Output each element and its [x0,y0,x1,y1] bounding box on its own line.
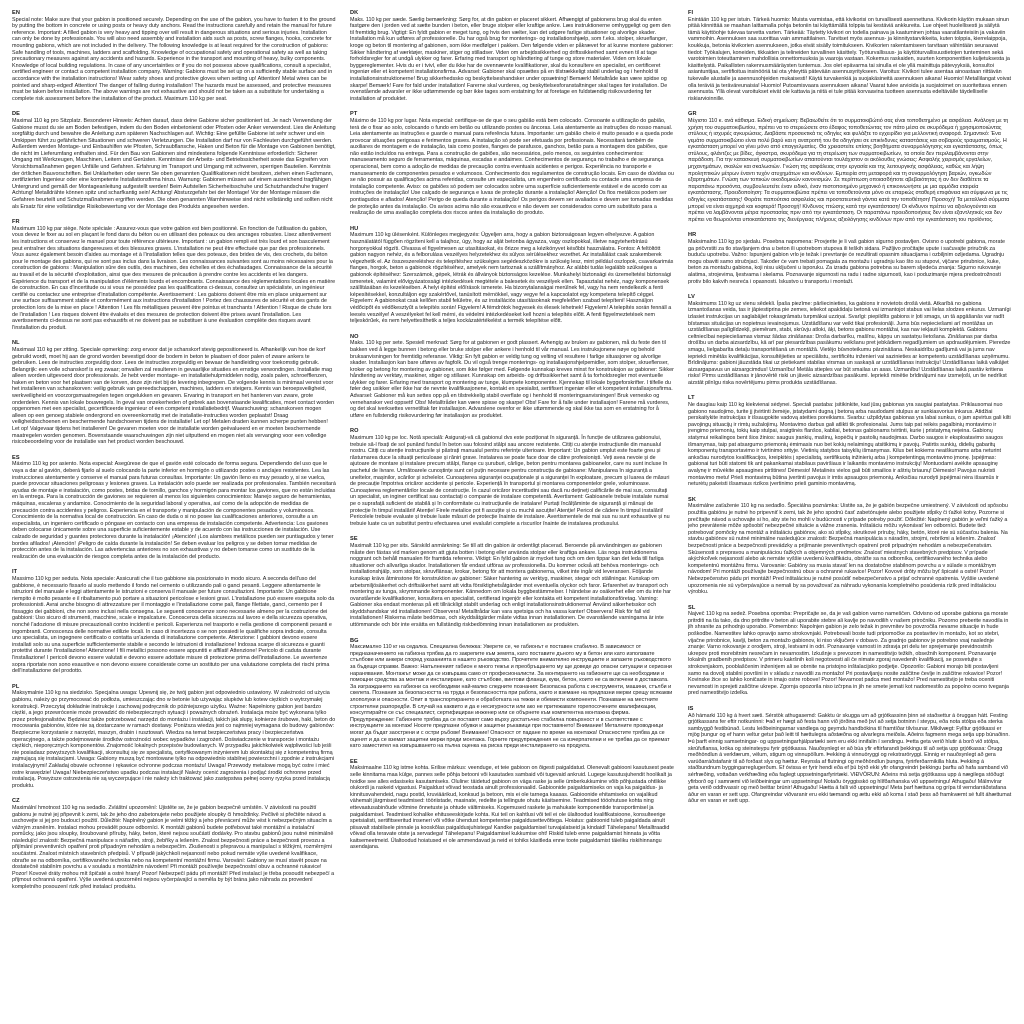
language-section [12,798,336,890]
safety-notice-text: Maksimalno 110 kg po sjedalu. Posebna napomena: Provjerite je li vaš gabion sigurno postavljen. Ovisno o upotrebi gabiona, morate ga pričvrstiti za tlo stavljanjem dna u beton ili upotrebom stupova ili teških sidara. Pažljivo pročitajte upute i sačuvajte priručnik za buduću upotrebu. Važno: Ispunjeni gabion vrlo je težak i prevrtanje će rezultirati opasnim situacijama i ozbiljnim ozljedama. Ugradnju mogu obaviti samo stručnjaci. Također će vam trebati pomagala za montažu i ugradnju kao što su stupovi, vijčane prirubnice, kuke, beton za montažu gabiona, koji nisu uključeni u isporuku. Za izradu gabiona potrebna su barem sljedeća znanja: Sigurno rukovanje alatima, strojevima, ljestvama i skelama. Poznavanje sigurnosti na radu i radne sigurnosti, kao i poduzimanje mjera predostrožnosti protiv bilo kakvih nesreća i opasnosti. Iskustvo u transportu i montaži. [688,239,1005,285]
language-section [688,706,1012,805]
column-right [688,10,1012,1018]
column-left [12,10,336,1018]
language-code: BG [350,637,359,644]
language-section [350,10,674,102]
language-section [12,340,336,446]
safety-notice-text: Maksymalnie 110 kg na siedzisko. Specjalna uwaga: Upewnij się, że twój gabion jest odpowiednio ustawiony. W zależności od użycia gabionu, należy go przymocować do podłoża, umieszczając dno w betonie lub używając słupków lub kotew ciężkich o wytrzymałej konstrukcji. Przeczytaj dokładnie instrukcje i zachowaj podręcznik do późniejszego użytku. Ważne: Napełniony gabion jest bardzo ciężki, a jego przewrócenie może prowadzić do niebezpiecznych sytuacji i poważnych obrażeń. Instalacja może być wykonana tylko przez profesjonalistów. Będziesz także potrzebować narzędzi do montażu i instalacji, takich jak słupy, kołnierze śrubowe, haki, beton do mocowania gabionów, które nie są dostarczane w ramach dostawy. Poniższa wiedza jest co najmniej wymagana do budowy gabionów: Bezpieczne korzystanie z narzędzi, maszyn, drabin i rusztowań. Wiedza na temat bezpieczeństwa pracy i bezpieczeństwa operacyjnego, a także podejmowanie środków ostrożności wobec wypadków i zagrożeń. Doświadczenie w transporcie i montażu ciężkich, nieporęcznych komponentów. Znajomość lokalnych przepisów budowlanych. W przypadku jakichkolwiek wątpliwości lub jeśli nie posiadasz powyższych kwalifikacji, skonsultuj się ze specjalistą, certyfikowanym inżynierem lub skontaktuj się z kompetentną firmą zajmującą się instalacjami. Uwaga: Gabiony muszą być montowane tylko na odpowiednio stabilnej powierzchni i zgodnie z instrukcjami instalacyjnymi! Zakładaj obuwie ochronne i rękawice ochronne podczas montażu! Uwaga! Przewody metalowe mogą być ostre i mieć ostre krawędzie! Uwaga! Niebezpieczeństwo upadku podczas instalacji! Należy ocenić zagrożenia i podjąć środki ochronne przed instalacją. Powyższe ostrzeżenia nie są wyczerpujące i nie należy ich traktować jako zastępstwa pełnej oceny ryzyka przed instalacją produktu. [12,690,336,789]
language-code: SK [688,496,696,503]
language-section [688,605,1012,697]
language-section [12,219,336,331]
language-code: LV [688,294,695,301]
language-code: DK [350,10,359,16]
safety-notice-text: Að hámarki 110 kg á hvert sæti. Sérstök athugasemd: Gakktu úr skugga um að grjótkassinn þinn sé staðsettur á öruggan hátt. Festing grjótkassans fer eftir notkuninni: Það er hægt að festa hann við jörðina með því að setja botninn í steypu, eða nota stólpa eða sterka sambyggð festibúnað. Lestu leiðbeiningarnar vandlega og geymdu handbókina til framtíðar tilvísunar. Mikilvægt: Fylltur grjótkassi er mjög þungur og ef hann veltur getur það leitt til hættulegra aðstæðna og alvarlegra meiðsla. Aðeins fagmenn mega setja upp búnaðinn. Þú þarft einnig samsetningar- og uppsetningarhjálpartæki sem eru ekki innifalin í sendingu. Þetta geta verið hlutir á borð við stólpa, skrúfuflansa, króka og steinsteypu fyrir grjótkassa. Nauðsynlegt er að búa yfir eftirfarandi þekkingu til að setja upp grjótkassa: Örugg meðhöndlun á verkfærum, vélum, stigum og vinnupöllum. Þekking á vinnuöryggi og rekstraröryggi. Einnig er nauðsynlegt að gera varúðarráðstafanir til að forðast slys og hættur. Reynsla af flutningi og meðhöndlun þungra, fyrirferðarmikilla hluta. Þekking á staðbundnum byggingarreglugerðum. Ef óvissa er fyrir hendi eða ef þú býrð ekki yfir ofangreindri þekkingu þarftu að hafa samband við sérfræðing, vottaðan verkfræðing eða faglegt uppsetningarfyrirtæki. VIÐVÖRUN: Aðeins má setja grjótkassa upp á nægilega stöðugt yfirborð og í samræmi við leiðbeiningar um uppsetningu! Notaðu öryggisskó og hlífðarhanska við uppsetningu! Athugaðu! Málmvírar geta verið oddhvassir og með beittar brúnir! Athugaðu! Hætta á falli við uppsetningu! Meta þarf hættuna og grípa til verndarráðstafana áður en varan er sett upp. Ofangreindar viðvaranir eru ekki tæmandi og ættu ekki að koma í stað þess að framkvæmt sé fullt áhættumat áður en varan er sett upp. [688,712,1012,805]
column-middle [350,10,674,1018]
language-code: NL [12,340,20,347]
language-code: LT [688,395,695,402]
language-section [350,226,674,325]
language-code: EN [12,10,20,16]
language-code: FI [688,10,694,16]
safety-notice-text: Maximalt 110 kg per sits. Särskild anmärkning: Se till att din gabion är ordentligt placerad. Beroende på användningen av gabionen måste den fästas vid marken genom att gjuta botten i betong eller använda stolpar eller kraftiga ankare. Läs noga instruktionerna noggrant och behåll manualen för framtida referens. Viktigt: En fylld gabion är mycket tung och om den tippar kan det leda till farliga situationer och allvarliga skador. Installationen får endast utföras av professionella. Du kommer också att behöva monterings- och installationshjälp, som stolpar, skruvflänsar, krokar, betong för att montera gabionerna, vilket inte ingår vid leveransen. Följande kunskap krävs åtminstone för konstruktion av gabioner: Säker hantering av verktyg, maskiner, stegar och ställningar. Kunskap om arbetsmiljösäkerhet och driftsäkerhet samt att vidta försiktighetsåtgärder mot eventuella olyckor och faror. Erfarenhet av transport och montering av tunga, skrymmande komponenter. Kännedom om lokala byggbestämmelser. I händelse av osäkerhet eller om du inte har ovanstående kvalifikationer, konsultera en specialist, certifierad ingenjör eller kontakta ett kompetent installationsföretag. Varning: Gabioner ska endast monteras på ett tillräckligt stabilt underlag och enligt installationsinstruktionerna! Använd säkerhetsskor och skyddshandskar vid installationen! Observera! Metalltrådar kan vara spetsiga och ha vassa kanter! Observera! Risk för fall vid installationen! Riskerna måste bedömas, och skyddsåtgärder måste vidtas innan installationen. De ovanstående varningarna är inte uttömmande och bör inte ersätta en fullständig riskbedömning innan installationen av produkten. [350,542,671,629]
language-code: IS [688,706,694,712]
language-section [12,455,336,561]
language-code: HU [350,225,359,232]
safety-notice-text: Maximal 110 kg pro Sitzplatz. Besonderer Hinweis: Achten darauf, dass deine Gabione sicher positioniert ist. Je nach Verwendung der Gabione musst du sie am Boden befestigen, indem du den Boden einbetonierst oder Pfosten oder Anker verwendest. Lies die Anleitung sorgfältig durch und bewahre die Anleitung zum späteren Nachschlagen auf. Wichtig: Eine gefüllte Gabione ist sehr schwer und ein Umkippen führt zu gefährlichen Situationen und schweren Verletzungen. Die Installation darf nur von Fachleuten durchgeführt werden. Außerdem werden Montage- und Einbauhilfen wie Pfosten, Schraubflansche, Haken und Beton für die Montage von Gabionen benötigt, die nicht im Lieferumfang enthalten sind. Für den Bau von Gabionen sind mindestens folgende Kenntnisse erforderlich: Sicherer Umgang mit Werkzeugen, Maschinen, Leitern und Gerüsten. Kenntnisse der Arbeits- und Betriebssicherheit sowie das Ergreifen von Vorsichtsmaßnahmen gegen Unfälle und Gefahren. Erfahrung im Transport und Umgang mit schweren, sperrigen Bauteilen. Kenntnis der örtlichen Bauvorschriften. Bei Unklarheiten oder wenn Sie oben genannten Qualifikationen nicht besitzen, ziehen einen Fachmann, zertifizierten Ingenieur oder eine kompetente Installationsfirma hinzu. Warnung: Gabionen müssen auf einem ausreichend tragfähigen Untergrund und gemäß der Montageanleitung aufgestellt werden! Beim Aufstellen Sicherheitsschuhe und Schutzhandschuhe tragen! Achtung! Metalldrähte können spitz und scharfkantig sein! Achtung! Absturzgefahr bei der Montage! Vor der Montage müssen die Gefahren beurteilt und Schutzmaßnahmen ergriffen werden. Die oben genannten Warnhinweise sind nicht vollständig und sollten nicht als Ersatz für eine vollständige Risikobewertung vor der Montage des Produkts angesehen werden. [12,117,336,210]
language-code: NO [350,333,359,340]
language-section [12,684,336,790]
language-section [350,759,674,851]
language-code: IT [12,569,18,576]
safety-notice-text: Maks. 110 kg per sete. Spesiell merknad: Sørg for at gabionen er godt plassert. Avhengig av bruken av gabionen, må du feste den til bakken ved å legge bunnen i betong eller bruke stolper eller ankere i henhold til vår manual. Les instruksjonene nøye og behold bruksanvisningen for fremtidig referanse. Viktig: En fylt gabion er veldig tung og velting vil resultere i farlige situasjoner og alvorlige skader. Installasjon kan bare utføres av fagfolk. Du vil også trenge monterings- og installasjonshjelpemidler, som stolper, skrueflenser, kroker og betong for montering av gabioner, som ikke følger med. Følgende kunnskap kreves minst for konstruksjon av gabioner: Sikker håndtering av verktøy, maskiner, stiger og stillaser. Kunnskap om arbeids- og driftssikkerhet samt å ta forholdsregler mot eventuelle ulykker og farer. Erfaring med transport og montering av tunge, klumpete komponenter. Kjennskap til lokale byggeforskrifter. I tilfelle du føler deg usikker eller ikke har de nevnte kvalifikasjonene, kontakt en spesialist, sertifisert ingeniør eller et kompetent installasjonsfirma. Advarsel: Gabioner må kun settes opp på en tilstrekkelig stabil overflate og i henhold til monteringsanvisningen! Bruk vernesko og vernehansker ved oppsett! Obs! Metalltråder kan være spisse og skarpe! Obs! Fare for å falle under installasjon! Farene må vurderes, og det skal iverksettes vernetiltak før installasjon. Advarslene ovenfor er ikke uttømmende og skal ikke tas som en erstatning for å utføre en fullstendig risikovurdering før installasjon av produktet. [350,340,674,419]
safety-notice-text: Ne daugiau kaip 110 kg kiekvienai sėdynei. Speciali pastaba: įsitikinkite, kad jūsų gabionas yra saugiai pastatytas. Priklausomai nuo gabiono naudojimo, turite jį įtvirtinti žemėje, įstatydami dugną į betoną arba naudodami stulpus ar sunkiasvorius inkarus. Atidžiai perskaitykite instrukcijas ir išsaugokite vadovą ateities poreikiams. Svarbu: užpildytas gabionas yra labai sunkus, o jam apvirtus gali kilti pavojingų situacijų ir rimtų sužalojimų. Montavimo darbus gali atlikti tik profesionalai. Jums taip pat reikės pagalbinių montavimo ir įrengimo priemonių, tokių kaip stulpai, sraigtinės flanšos, kabliai, betonas gabionams tvirtinti, kurie į pristatymą neįeina. Gabionų statymui reikalingos bent šios žinios: saugus įrankių, mašinų, kopėčių ir pastolių naudojimas. Darbo saugos ir eksploatavimo saugos išmanymas, taip pat atsargumo priemonių ėmimasis nuo bet kokių nelaimingų atsitikimų ir pavojų. Patirtis sunkių, didelių gabaritų komponentų transportavimo ir tvirtinimo srityje. Vietinių statybos taisyklių išmanymas. Kilus bet kokiems neaiškumams arba neturint anksčiau nurodytos kvalifikacijos, kreipkitės į specialistą, sertifikuotą inžinierių arba į kompetentingą montavimo įmonę. Įspėjimas: gabionai turi būti statomi tik ant pakankamai stabilaus paviršiaus ir laikantis montavimo instrukcijų! Montuodami avėkite apsauginę avalynę ir mūvėkite apsaugines pirštines! Dėmesio! Metalinės vielos gali būti smailios ir aštrių briaunų! Dėmesio! Pavojus nukristi montavimo metu! Prieš montavimą būtina įvertinti pavojus ir imtis apsaugos priemonių. Anksčiau nurodyti įspėjimai nėra išsamūs ir neturėtų pakeisti išsamaus rizikos įvertinimo prieš gaminio montavimą. [688,402,1011,488]
language-section [688,395,1012,487]
safety-notice-text: Maximaal 110 kg per zitting. Speciale opmerking: zorg ervoor dat je schanskorf stevig gepositioneerd is. Afhankelijk van hoe de korf gebruikt wordt, moet hij aan de grond worden bevestigd door de bodem in beton te plaatsen of door palen of zware ankers te gebruiken. Lees de instructies zorgvuldig door. Lees de instructies zorgvuldig en bewaar de handleiding voor toekomstig gebruik. Belangrijk: een volle schanskorf is erg zwaar; omvallen zal resulteren in gevaarlijke situaties en ernstige verwondingen. Installatie mag alleen worden uitgevoerd door professionals. Je hebt verder montage- en installatiehulpmiddelen nodig, zoals palen, schroefflenzen, haken en beton voor het plaatsen van de korven, deze zijn niet bij de levering inbegrepen. De volgende kennis is minimaal vereist voor het installeren van schanskorven: veilig gebruik van gereedschappen, machines, ladders en steigers. Kennis van beroepsveiligheid, werkveiligheid en voorzorgsmaatregelen tegen ongelukken en gevaren. Ervaring in transport en het hanteren van zware, grote onderdelen. Kennis van lokale bouwregels. In geval van onzekerheden of gebrek aan bovenstaande kwalificaties, moet contact worden opgenomen met een specialist, gecertificeerde ingenieur of een competent installatiebedrijf. Waarschuwing: schanskorven mogen alleen op een genoeg stabiele ondergrond en overeenkomstig met de installatie-instructies worden geplaatst! Draag veiligheidsschoenen en beschermende handschoenen tijdens de installatie! Let op! Metalen draden kunnen scherpe punten hebben! Let op! Valgevaar tijdens het installeren! De gevaren moeten voor de installatie worden geëvalueerd en er moeten beschermende maatregelen worden genomen. Bovenstaande waarschuwingen zijn niet uitputtend en mogen niet als vervanging voor een volledige risicobeoordeling voor de installatie van het product worden beschouwd. [12,346,335,446]
safety-notice-text: Máximo de 110 kg por lugar. Nota especial: certifique-se de que o seu gabião está bem colocado. Consoante a utilização do gabião, terá de o fixar ao solo, colocando o fundo em betão ou utilizando postes ou âncoras. Leia atentamente as instruções do nosso manual. Leia atentamente as instruções e guarde o manual para referência futura. Importante: um gabião cheio é muito pesado e a queda pode provocar situações perigosas e ferimentos graves. A instalação só pode ser efetuada por profissionais. Necessitará também de auxiliares de montagem e de instalação, tais como postes, flanges de parafusos, ganchos, betão para a montagem dos gabiões, que não estão incluídos na entrega. Para a construção de gabiões, são necessários, pelo menos, os seguintes conhecimentos: manuseamento seguro de ferramentas, máquinas, escadas e andaimes. Conhecimentos de segurança no trabalho e de segurança operacional, bem como a adoção de medidas de precaução contra eventuais acidentes e perigos. Experiência no transporte e manuseamento de componentes pesados e volumosos. Conhecimento dos regulamentos de construção locais. Em caso de dúvidas ou se não possuir as qualificações acima referidas, consulte um especialista, um engenheiro certificado ou contacte uma empresa de instalação competente. Aviso: os gabiões só podem ser colocados sobre uma superfície suficientemente estável e de acordo com as instruções de instalação! Use calçado de segurança e luvas de proteção durante a instalação! Atenção! Os fios metálicos podem ser pontiagudos e afiados! Atenção! Perigo de queda durante a instalação! Os perigos devem ser avaliados e devem ser tomadas medidas de proteção antes da instalação. Os avisos acima não são exaustivos e não devem ser considerados como um substituto para a realização de uma avaliação completa dos riscos antes da instalação do produto. [350,117,674,217]
language-code: DE [12,111,20,118]
language-code: CZ [12,798,20,805]
language-code: RO [350,428,359,435]
language-section [688,497,1012,596]
safety-notice-text: Maximum 110 kg ülésenként. Különleges megjegyzés: Ügyeljen arra, hogy a gabion biztonságosan legyen elhelyezve. A gabion használatától függően rögzíteni kell a talajhoz, úgy, hogy az alját betonba ágyazza, vagy oszlopokkal, illetve nagyteherbírású horgonyokkal rögzíti. Olvassa el figyelmesen az utasításokat, és őrizze meg a kézikönyvet későbbi használatra. Fontos: A feltöltött gabion nagyon nehéz, és a felborulása veszélyes helyzetekhez és súlyos sérülésekhez vezethet. Az installálást csak szakemberek végezhetik el. Az összeszereléshez és telepítéshez szükséges segédeszközökre is szükség lesz, mint például oszlopok, csavarkarimás flanges, horgok, beton a gabionok rögzítéséhez, amelyek nem tartoznak a szállítmányhoz. Az alábbi tudás legalább szükséges a gabionok építéséhez: Szerszámok, gépek, létrák és állványok biztonságos kezelése. Munkahelyi biztonsági és üzemeltetési biztonsági ismeretek, valamint elővigyázatossági intézkedések megtétele a balesetek és veszélyek ellen. Tapasztalat nehéz, nagy komponensek szállításában és kezelésében. A helyi építési előírások ismerete. Ha bizonytalanságai merülnek fel, vagy ha nem rendelkezik a fenti képesítésekkel, konzultáljon egy szakértővel, tanúsított mérnökkel, vagy vegye fel a kapcsolatot egy kompetens telepítő céggel. Figyelem: A gabionokat csak kellően stabil felületre, és az installációs utasításoknak megfelelően szabad telepíteni! Használjon védőcipőt és védőkesztyűt a telepítés során! Figyelem! A fémdrótok hegyesek és élesek lehetnek! Figyelem! A telepítés során fennáll a leesés veszélye! A veszélyeket fel kell mérni, és védelmi intézkedéseket kell hozni a telepítés előtt. A fenti figyelmeztetések nem teljeskörűek, és nem helyettesíthetik a teljes kockázatértékelést a termék telepítése előtt. [350,232,674,325]
safety-notice-text: Máximo 110 kg por asiento. Nota especial: Asegúrese de que el gavión esté colocado de forma segura. Dependiendo del uso que le vaya a dar al gavión, deberá fijarlo al suelo colocando la parte inferior en hormigón o utilizando postes o anclajes resistentes. Lea las instrucciones atentamente y conserve el manual para futuras consultas. Importante: Un gavión lleno es muy pesado y, si se vuelca, puede provocar situaciones peligrosas y lesiones graves. La instalación solo puede ser realizada por profesionales. También necesitará ayudas de montaje e instalación, como postes, bridas de tornillo, ganchos y hormigón para montar los gaviones, que no están incluidas en la entrega. Para la construcción de gaviones se requieren al menos los siguientes conocimientos: Manejo seguro de herramientas, máquinas, escaleras y andamios. Conocimiento de la seguridad laboral y operativa, así como de la adopción de medidas de precaución contra accidentes y peligros. Experiencia en el transporte y manipulación de componentes pesados y voluminosos. Conocimiento de la normativa local de construcción. En caso de duda o si no posee las cualificaciones anteriores, consulte a un especialista, un ingeniero certificado o póngase en contacto con una empresa de instalación competente. Advertencia: Los gaviones deben colocarse únicamente sobre una superficie suficientemente estable y de acuerdo con las instrucciones de instalación. Use calzado de seguridad y guantes protectores durante la instalación! ¡Atención! ¡Los alambres metálicos pueden ser puntiagudos y tener bordes afilados! ¡Atención! ¡Peligro de caída durante la instalación! Se deben evaluar los peligros y se deben tomar medidas de protección antes de la instalación. Las advertencias anteriores no son exhaustivas y no deben tomarse como un sustituto de la realización de una evaluación de riesgos completa antes de la instalación del producto. [12,461,336,560]
safety-notice-text: Maks. 110 kg per sæde. Særlig bemærkning: Sørg for, at din gabion er placeret sikkert. Afhængigt af gabionens brug skal du enten fastgøre den i jorden ved at sætte bunden i beton, eller bruge stolper eller kraftige ankre. Læs instruktionerne omhyggeligt og gem den til fremtidig brug. Vigtigt: En fyldt gabion er meget tung, og hvis den vælter, kan det udgøre farlige situationer og alvorlige skader. Installation må kun udføres af professionelle. Du har også brug for monterings- og installationshjælp, som f.eks. stolper, skrueflanger, kroge og beton til montering af gabionen, som ikke medfølger i pakken. Den følgende viden er påkrævet for at kunne montere gabioner: Sikker håndtering af værktøjer, maskiner, stiger og stilladser. Viden om arbejdssikkerhed og driftssikkerhed samt evnen til at tage forholdsregler for at undgå ulykker og farer. Erfaring med transport og håndtering af tunge og store materialer. Viden om lokale byggereglementer. Hvis du er i tvivl, eller du ikke har de ovennævnte kvalifikationer, skal du konsultere en specialist, en certificeret ingeniør eller et kompetent installationsfirma. Advarsel: Gabioner skal opsættes på en tilstrækkeligt stabil underlag og i henhold til installationsinstruktionerne! Brug sikkerhedssko og beskyttelseshandsker under opsætning! Bemærk! Metaltråde kan være spidse og skarpe! Bemærk! Fare for fald under installation! Farerne skal vurderes, og beskyttelsesforanstaltninger skal tages før installation. De ovenstående advarsler er ikke udtømmende og bør ikke tages som erstatning for at foretage en fuldstændig risikovurdering før installation af produktet. [350,16,674,102]
safety-notice-text: Enintään 110 kg per istuin. Tärkeä huomio: Muista varmistaa, että kivikorisi on turvallisesti asennettuna. Kivikorin käytön mukaan sinun pitää kiinnittää se maahan laittamalla pohja betoniin tai käyttämällä tolppia tai kestäviä ankkureita. Lue ohjeet huolellisesti ja säilytä tämä käyttöohje tulevaa tarvetta varten. Tärkeää: Täytetty kivikori on todella painava ja kaatuminen johtaa vaaratilanteisiin ja vakaviin vammoihin. Asennuksen saa suorittaa vain ammattilainen. Tarvitset myös asennus- ja kiinnitystarvikkeita, kuten tolppia, kierrelaippoja, koukkuja, betonia kivikorien asennukseen, jotka eivät sisälly toimitukseen. Kivikorien rakentamiseen tarvitaan vähintään seuraavat tiedot: Työkalujen, koneiden, tikkaiden ja telineiden turvallinen käsittely. Työturvallisuus- ja käyttöturvallisuustietojen tunteminen sekä varotoimien toteuttaminen mahdollisia onnettomuuksia ja vaaroja vastaan. Kokemus raskaiden, suurten komponenttien kuljetuksesta ja käsittelystä. Paikallisten rakennusmääräysten tuntemus. Jos olet epävarma tai sinulla ei ole yllä mainittuja pätevyyksiä, konsultoi asiantuntijaa, sertifioitua insinööriä tai ota yhteyttä pätevään asennusyritykseen. Varoitus: Kivikori tulee asentaa ainoastaan riittävän tukevalle alustalle ja asennusohjeiden mukaisesti! Käytä turvakenkiä ja suojakäsineitä asennuksen aikana! Huomio! Metallilangat voivat olla teräviä ja teräväreunaisia! Huomio! Putoamisvaara asennuksen aikana! Vaarat tulee arvioida ja suojatoimet on suoritettava ennen asennusta. Yllä olevat varoitukset eivät ole kattavia ja niitä ei tule pitää korvaavina tuotteen asennusta edeltävälle täydelliselle riskiarvioinnille. [688,16,1012,102]
safety-notice-text: Maximální hmotnost 110 kg na sedadlo. Zvláštní upozornění: Ujistěte se, že je gabion bezpečně umístěn. V závislosti na použití gabionu je nutné jej připevnit k zemi, tak že jeho dno zabetonujete nebo použijete sloupky či hmoždinky. Pečlivě si přečtěte návod a uschovejte si jej pro budoucí použití. Důležité: Naplněný gabion je velmi těžký a jeho převrácení může vést k nebezpečným situacím a vážným zraněním. Instalaci mohou provádět pouze odborníci. K montáži gabionů budete potřebovat také montážní a instalační pomůcky, jako jsou sloupky, šroubované příruby, háky, beton, které nejsou součástí dodávky. Pro stavbu gabionů jsou nutné minimálně následující znalosti: Bezpečná manipulace s nářadím, stroji, žebříky a lešením. Znalost bezpečnosti práce a bezpečnosti provozu a přijímání preventivních opatření proti případným nehodám a nebezpečím. Zkušenosti s přepravou a manipulací s těžkými, rozměrnými součástmi. Znalost místních stavebních předpisů. V případě jakýchkoli nejasností nebo pokud nemáte výše uvedené kvalifikace, obraťte se na odborníka, certifikovaného technika nebo na kompetentní montážní firmu. Varování: Gabiony se musí stavět pouze na dostatečně stabilním povrchu a v souladu s montážním návodem! Při montáži používejte bezpečnostní obuv a ochranné rukavice! Pozor! Kovové dráty mohou mít špičaté a ostré hrany! Pozor! Nebezpečí pádu při montáži! Před instalací je třeba posoudit nebezpečí a přijmout ochranná opatření. Výše uvedená upozornění nejsou vyčerpávající a neměla by být brána jako náhrada za provedení kompletního posouzení rizik před instalací produktu. [12,804,335,891]
language-code: GR [688,111,697,118]
language-section [688,111,1012,223]
language-code: PL [12,683,20,690]
safety-notice-text: Maksimaalne 110 kg istme kohta. Erilise märkus: veenduge, et teie gabioon on õigesti paigaldatud. Olenevalt gabiooni kasutusest peate selle kinnitama maa külge, pannes selle põhja betooni või kasutades sambaid või tugevaid ankruid. Lugege kasutusjuhendit hoolikalt ja hoidke see alles edasiseks kasutamiseks. Oluline: täidetud gabioon on väga raske ja selle ümberkukkumine võib põhjustada ohtlikke olukordi ja raskeid vigastusi. Paigaldust võivad teostada ainult professionaalid. Gabioonide paigaldamiseks on vaja ka paigaldus- ja kinnitusvahendeid, nagu postid, kruviäärikud, konksud ja betoon, mis ei ole tarnega kaasas. Gabioonide ehitamiseks on vajalikud vähemalt järgmised teadmised: tööriistade, masinate, redelite ja tellingute ohutu käsitsemine. Teadmised tööohutuse kohta ning ettevaatusabinõude võtmine õnnetuste ja ohtude vältimiseks. Kogemused raskete ja mahukate komponentide transportimisel ja paigaldamisel. Teadmised kohalike ehituseeskirjade kohta. Kui teil on kahtlusi või teil ei ole ülaltoodud kvalifikatsioone, konsulteerige spetsialisti, sertifitseeritud inseneri või võtke ühendust kompetentse paigaldusettevõttega. Hoiatus: gabioonid tuleb paigaldada ainult piisavalt stabiilsele pinnale ja kooskõlas paigaldusjuhistega! Kandke paigaldamisel turvajalatseid ja kindaid! Tähelepanu! Metalltraadid võivad olla teravate otste ja servadega! Tähelepanu! Paigaldamisel kukkumise oht! Riskid tuleb enne paigaldamist hinnata ja võtta kaitsemeetmeid. Ülaltoodud hoiatused ei ole ammendavad ja neid ei tohiks käsitleda enne toote paigaldamist täieliku riskihinnangu asendajana. [350,765,674,851]
language-section [350,638,674,750]
language-code: PT [350,111,358,118]
safety-notice-text: Največ 110 kg na sedež. Posebna opomba: Prepričajte se, da je vaš gabion varno nameščen. Odvisno od uporabe gabiona ga morate pritrditi na tla tako, da dno pritrdite v beton ali uporabite stebre ali kavlje po navodilih v našem priročniku. Pozorno preberite navodila in jih shranite za prihodnjo uporabo. Pomembno: Napolnjen gabion je zelo težak in prevrnitev bo povzročila nevarne situacije in hude poškodbe. Namestitev lahko opravijo samo strokovnjaki. Potrebovali boste tudi pripomočke za postavitev in montažo, kot so stebri, vijačne prirobnice, kavlji, beton za montažo gabionov, ki niso vključeni v dobavo. Za gradnjo gabionov je potrebno vsaj naslednje znanje: Varno rokovanje z orodjem, stroji, lestvami in odri. Poznavanje varnosti in zdravja pri delu ter sprejemanje previdnostnih ukrepov proti morebitnim nesrečam in nevarnostim. Izkušnje s prevozom in namestitvijo težkih, obsežnih komponent. Poznavanje lokalnih gradbenih predpisov. V primeru kakršnih koli negotovosti ali če nimate zgoraj navedenih kvalifikacij, se posvetujte s strokovnjakom, pooblaščenim inženirjem ali se obrnite na pristojno inštalacijsko podjetje. Opozorilo: Gabioni morajo biti postavljeni samo na dovolj stabilni površini in v skladu z navodili za montažo! Pri postavljanju nosite zaščitne čevlje in zaščitne rokavice! Pozor! Kovinske žice so lahko koničaste in imajo ostre robove! Pozor! Nevarnost padca med montažo! Pred namestitvijo je treba oceniti nevarnosti in sprejeti zaščitne ukrepe. Zgornja opozorila niso izčrpna in jih ne smete jemati kot nadomestilo za popolno oceno tveganja pred namestitvijo izdelka. [688,611,1009,697]
language-section [12,569,336,675]
language-section [688,10,1012,102]
language-section [12,111,336,210]
language-code: HR [688,232,697,239]
language-code: FR [12,219,20,226]
safety-notice-text: Massimo 110 kg per seduta. Nota speciale: Assicurati che il tuo gabbione sia posizionato in modo sicuro. A seconda dell'uso del gabbione, è necessario fissarlo al suolo mettendo il fondo nel cemento o utilizzando pali o ganci pesanti. Leggere attentamente le istruzioni del manuale e leggi attentamente le istruzioni e conserva il manuale per future consultazioni. Importante: Un gabbione riempito è molto pesante e il ribaltamento può portare a situazioni pericolose e lesioni gravi. L'installazione può essere eseguita solo da professionisti. Avrai anche bisogno di attrezzature per il montaggio e l'installazione come pali, flange filettate, ganci, cemento per il fissaggio dei gabbioni, che non sono inclusi nella consegna. Le seguenti conoscenze sono necessarie almeno per la costruzione dei gabbioni: Uso sicuro di strumenti, macchine, scale e impalcature. Conoscenza della sicurezza sul lavoro e della sicurezza operativa, nonché l'adozione di misure precauzionali contro incidenti e pericoli. Esperienza nel trasporto e nella gestione di componenti pesanti e ingombranti. Conoscenza delle normative edilizie locali. In caso di incertezza o se non possiedi le qualifiche sopra indicate, consulta uno specialista, un ingegnere certificato o contatta un'azienda di installazione competente. Attenzione: I gabbioni devono essere installati solo su una superficie sufficientemente stabile e secondo le istruzioni di installazione! Indossa scarpe di sicurezza e guanti protettivi durante l'installazione! Attenzione! I fili metallici possono essere appuntiti e affilati! Attenzione! Pericolo di caduta durante l'installazione! I pericoli devono essere valutati e devono essere adottate misure di protezione prima dell'installazione. Le avvertenze sopra riportate non sono esaustive e non devono essere considerate come un sostituto per una valutazione completa dei rischi prima dell'installazione del prodotto. [12,575,335,675]
language-section [688,232,1012,285]
safety-notice-text: Maximum 110 kg pe loc. Notă specială: Asigurați-vă că gabionul dvs este poziționat în siguranță. În funcție de utilizarea gabionului, trebuie să-l fixați de sol punând fundul în beton sau folosind stâlpi sau ancore rezistente. Citiți cu atenție instrucțiunile din manualul nostru. Citiți cu atenție instrucțiunile și păstrați manualul pentru referințe ulterioare. Important: Un gabion umplut este foarte greu și răsturnarea duce la situații periculoase și răniri grave. Instalarea se poate face doar de către profesioniști. Veți avea nevoie și de ajutoare de montare și instalare precum stâlpi, flanșe cu șuruburi, cârlige, beton pentru montarea gabioanelor, care nu sunt incluse în pachetul de livrare. Următoarele cunoștințe sunt cel puțin necesare pentru construcția de gabioane: Manipularea în siguranță a uneltelor, mașinilor, scărilor și schelelor. Cunoașterea siguranței ocupaționale și a siguranței în exploatare, precum și luarea de măsuri de precauție împotriva oricăror accidente și pericole. Experiență în transportul și montarea componentelor grele, voluminoase. Cunoașterea reglementărilor locale de construcție. În cazul oricăror incertitudini sau dacă nu dețineți calificările de mai sus, consultați un specialist, un inginer certificat sau contactați o companie de instalare competentă. Avertisment: Gabioanele trebuie instalate numai pe o suprafață suficient de stabilă și în conformitate cu instrucțiunile de instalare! Purtați încălțăminte de siguranță și mănuși de protecție în timpul instalării! Atenție! Firele metalice pot fi ascuțite și cu muchii ascuțite! Atenție! Pericol de cădere în timpul instalării! Pericolele trebuie evaluate și trebuie luate măsuri de protecție înainte de instalare. Avertismentele de mai sus nu sunt exhaustive și nu trebuie luate ca un substitut pentru efectuarea unei evaluări complete a riscurilor înainte de instalarea produsului. [350,435,670,527]
safety-notice-text: Maximálne zaťaženie 110 kg na sedadlo. Špeciálna poznámka: Uistite sa, že je gabión bezpečne umiestnený. V závislosti od spôsobu použitia gabiónu je nutné ho pripevniť k zemi, tak že jeho spodnú časť zabetónujete alebo použijete stĺpiky či ťažké kotvy. Pozorne si prečítajte návod a uchovajte si ho, aby ste ho mohli v budúcnosti v prípade potreby použiť. Dôležité: Naplnený gabión je veľmi ťažký a jeho prevrátenie môže spôsobiť nebezpečné situácie a vážne zranenia. Inštaláciu môžu vykonávať len odborníci. Budete tiež potrebovať pomôcky na montáž a inštaláciu gabiónov, ako sú stĺpiky, skrutkové príruby, háky, betón, ktoré nie sú súčasťou balenia. Na stavbu gabiónov sú nutné minimálne nasledujúce znalosti: Bezpečná manipulácia s náradím, strojmi, rebríkmi a lešením. Znalosť bezpečnosti práce a bezpečnosti prevádzky a prijímanie preventívnych opatrení proti prípadným nehodám a nebezpečenstvám. Skúsenosti s prepravou a manipuláciou ťažkých a objemných predmetov. Znalosť miestnych stavebných predpisov. V prípade akýchkoľvek nejasností alebo ak nemáte vyššie uvedenú kvalifikáciu, obráťte sa na odborníka, certifikovaného technika alebo kompetentnú montážnu firmu. Varovanie: Gabióny sa musia stavať len na dostatočne stabilnom povrchu a v súlade s montážnym návodom! Pri montáži používajte bezpečnostnú obuv a ochranné rukavice! Pozor! Kovové drôty môžu byť špicaté a ostré! Pozor! Nebezpečenstvo pádu pri montáži! Pred inštaláciou je nutné posúdiť nebezpečenstvo a prijať ochranné opatrenia. Vyššie uvedené upozornenia nie sú vyčerpávajúce a nemali by sa považovať za náhradu vykonania kompletného posúdenia rizík pred inštaláciou výrobku. [688,503,1008,596]
language-section [350,334,674,420]
language-section [12,10,336,102]
safety-notice-text: Maximum 110 kg par siège. Note spéciale : Assurez-vous que votre gabion est bien positionné. En fonction de l'utilisation du gabion, vous devez le fixer au sol en plaçant le fond dans du béton ou en utilisant des poteaux ou des ancrages robustes. Lisez attentivement les instructions et conservez le manuel pour toute référence ultérieure. Important : un gabion rempli est très lourd et son basculement peut entraîner des situations dangereuses et des blessures graves. L'installation ne peut être effectuée que par des professionnels. Vous aurez également besoin d'aides au montage et à l'installation telles que des poteaux, des brides de vis, des crochets, du béton pour le montage des gabions, qui ne sont pas inclus dans la livraison. Les connaissances suivantes sont au moins nécessaires pour la construction de gabions : Manipulation sûre des outils, des machines, des échelles et des échafaudages. Connaissance de la sécurité au travail et de la sécurité d'exploitation, ainsi que des mesures de précaution à prendre contre les accidents et les dangers. Expérience du transport et de la manipulation d'éléments lourds et encombrants. Connaissance des réglementations locales en matière de construction. En cas d'incertitude ou si vous ne possédez pas les qualifications ci-dessus, consultez un spécialiste, un ingénieur certifié ou contactez une entreprise d'installation compétente. Avertissement : Les gabions doivent être mis en place uniquement sur une surface suffisamment stable et conformément aux instructions d'installation ! Portez des chaussures de sécurité et des gants de protection lors de la mise en place ! Attention ! Les fils métalliques peuvent être pointus et tranchants ! Attention ! Risque de chute lors de l'installation ! Les risques doivent être évalués et des mesures de protection doivent être prises avant l'installation. Les avertissements ci-dessus ne sont pas exhaustifs et ne doivent pas se substituer à une évaluation complète des risques avant l'installation du produit. [12,225,336,331]
language-section [350,111,674,217]
safety-notice-text: Maksimums 110 kg uz vienu sēdekli. Īpaša piezīme: pārliecinieties, ka gabions ir novietots drošā vietā. Atkarībā no gabiona izmantošanas veida, tas ir jāpiestiprina pie zemes, ieliekot apakšdaļu betonā vai izmantojot stabus vai lielas slodzes enkurus. Uzmanīgi izlasiet instrukcijas un saglabājiet rokasgrāmatu turpmākai uzziņai. Svarīgi: piepildīts gabions ir ļoti smags, un tā apgāšanās var radīt bīstamas situācijas un nopietnus ievainojumus. Uzstādīšanu var veikt tikai profesionāļi. Jums būs nepieciešami arī montāžas un uzstādīšanas palīglīdzekļi, piemēram, stabi, skrūvju atloki, āķi, betons gabionu montāžai, kas nav iekļauti komplektā. Gabionu celtniecībai nepieciešamas vismaz šādas zināšanas: Droša darbarīku, mašīnu, kāpņu un sastatņu lietošana. Zināšanas par darba drošību un darba aizsardzību, kā arī par piesardzības pasākumu veikšanu pret jebkādiem negadījumiem un apdraudējumiem. Pieredze smagu, lielgabarīta detaļu transportēšanā un montāžā. Vietējo būvnoteikumu pārzināšana. Neskaidrību gadījumā vai ja jums nav iepriekš minētās kvalifikācijas, konsultējieties ar speciālistu, sertificētu inženieri vai sazinieties ar kompetentu uzstādīšanas uzņēmumu. Brīdinājums: gabioni jāuzstāda tikai uz pietiekami stabilas virsmas un saskaņā ar uzstādīšanas instrukciju! Uzstādīšanas laikā valkājiet aizsargapavus un aizsargcimdus! Uzmanību! Metāla stieples var būt smailas un asas. Uzmanību! Uzstādīšanas laikā pastāv kritiena risks! Pirms uzstādīšanas ir jānovērtē riski un jāveic aizsardzības pasākumi. Iepriekš minētie brīdinājumi nav izsmeļoši, un tie nedrīkst aizstāt pilnīgu riska novērtējumu pirms produkta uzstādīšanas. [688,300,1011,386]
language-code: SE [350,536,358,543]
language-code: SL [688,604,696,611]
language-section [350,428,674,527]
language-section [350,536,674,628]
safety-notice-text: Μέγιστο 110 κ. ανά κάθισμα. Ειδική σημείωση: Βεβαιωθείτε ότι το συρματοκιβώτιό σας είναι τοποθετημένο με ασφάλεια. Ανάλογα με τη χρήση του συρματοκιβωτίου, πρέπει να το στερεώσετε στο έδαφος τοποθετώντας τον πάτο μέσα σε σκυρόδεμα ή χρησιμοποιώντας στύλους ή ισχυρές αγκυρώσεις. Διαβάστε προσεκτικά τις οδηγίες και φυλάξτε το εγχειρίδιο για μελλοντική αναφορά. Σημαντικό: Ένα γεμάτο συρματοκιβώτιο είναι πολύ βαρύ και η ανατροπή του θα οδηγήσει σε επικίνδυνες καταστάσεις και σοβαρούς τραυματισμούς. Η εγκατάσταση μπορεί να γίνει μόνο από επαγγελματίες. Θα χρειαστείτε επίσης βοηθήματα συναρμολόγησης και εγκατάστασης, όπως στύλους, φλάντζες με βίδες, άγκιστρα, σκυρόδεμα για τη στερέωση των συρματοκιβωτίων, τα οποία δεν περιλαμβάνονται στην παράδοση. Για την κατασκευή συρματοκιβωτίων απαιτούνται τουλάχιστον οι ακόλουθες γνώσεις: Ασφαλής χειρισμός εργαλείων, μηχανημάτων, σκαλών και σκαλωσιών. Γνώση της ασφάλειας στην εργασία και της λειτουργικής ασφάλειας, καθώς και λήψη προληπτικών μέτρων έναντι τυχόν ατυχημάτων και κινδύνων. Εμπειρία στη μεταφορά και τη συναρμολόγηση βαριών, ογκωδών εξαρτημάτων. Γνώση των τοπικών οικοδομικών κανονισμών. Σε περίπτωση οποιασδήποτε αβεβαιότητας ή αν δεν διαθέτετε τα παραπάνω προσόντα, συμβουλευτείτε έναν ειδικό, έναν πιστοποιημένο μηχανικό ή επικοινωνήστε με μια αρμόδια εταιρεία εγκατάστασης. Προειδοποίηση: Τα συρματοκιβώτια πρέπει να τοποθετούνται μόνο σε επαρκώς σταθερή επιφάνεια και σύμφωνα με τις οδηγίες εγκατάστασης! Φοράτε παπούτσια ασφαλείας και προστατευτικά γάντια κατά την τοποθέτηση! Προσοχή! Τα μεταλλικά σύρματα μπορεί να είναι αιχμηρά και κοφτερά! Προσοχή! Κίνδυνος πτώσης κατά την εγκατάσταση! Οι κίνδυνοι πρέπει να αξιολογούνται και πρέπει να λαμβάνονται μέτρα προστασίας πριν από την εγκατάσταση. Οι παραπάνω προειδοποιήσεις δεν είναι εξαντλητικές και δεν πρέπει να θεωρούνται υποκατάστατο της διενέργειας πλήρους αξιολόγησης κινδύνων πριν από την εγκατάσταση του προϊόντος. [688,117,1010,223]
safety-notice-text: Special note: Make sure that your gabion is positioned securely. Depending on the use of the gabion, you have to fasten it to the ground by putting the bottom in concrete or using posts or heavy duty anchors. Read the instructions carefully and retain the manual for future reference. Important: A filled gabion is very heavy and tipping over will result in dangerous situations and serious injuries. Installation can only be done by professionals. You will also need assembly and installation aids such as posts, screw flanges, hooks, concrete for mounting gabions, which are not included in the delivery. The following knowledge is at least required for the construction of gabions: Safe handling of tools, machines, ladders and scaffolding. Knowledge of occupational safety and operational safety as well as taking precautionary measures against any accidents and hazards. Experience in the transport and mounting of heavy, bulky components. Knowledge of local building regulations. In case of any uncertainties or if you do not possess above qualifications, consult a specialist, certified engineer or contact a competent installation company. Warning: Gabions must be set up on a sufficiently stable surface and in accordance with the installation instructions! Wear safety shoes and protective gloves when setting up! Attention! Metal wires can be pointed and sharp-edged! Attention! The danger of falling during installation! The hazards must be assessed, and protective measures must be taken before installation. The above warnings are not exhaustive and should not be taken as a substitute for undertaking a complete risk assessment before the installation of the product. Maximum 110 kg per seat. [12,16,336,102]
safety-notice-text: Максимално 110 кг на седалка. Специална бележка: Уверете се, че габионът е поставен стабилно. В зависимост от предназначението на габиона трябва да го закрепите към земята, като поставите дъното му в бетон или като използвате стълбове или анкери според указанията в нашето ръководство. Прочетете внимателно инструкциите и запазете ръководството за бъдещи справки. Важно: Напълненият габион е много тежък и преобръщането му ще доведе до опасни ситуации и сериозни наранявания. Монтажът може да се извършва само от професионалисти. За монтирането на габионите ще са необходими и помощни средства за монтаж и инсталиране, като стълбове, винтови фланци, куки, бетон, които не са включени в доставката. За изграждането на габиони са необходими най-малко следните познания: Безопасна работа с инструменти, машини, стълби и скелета. Познания за безопасността на труда и безопасността при работа, както и вземане на предпазни мерки срещу всякакви злополуки и опасности. Опит в транспортирането и обработката на тежки и обемисти компоненти. Познаване на местните строителни разпоредби. В случай на каквито и да е несигурности или ако не притежавате горепосочените квалификации, консултирайте се със специалист, сертифициран инженер или се обърнете към компетентна монтажна фирма. Предупреждение: Габионите трябва да се поставят само върху достатъчно стабилна повърхност и в съответствие с инструкциите за монтаж! Носете предпазни обувки и защитни ръкавици при поставянето! Внимание! Металните проводници могат да бъдат заострени и с остри ръбове! Внимание! Опасност от падане по време на монтажа! Опасностите трябва да се оценят и да се вземат защитни мерки преди монтажа. Горните предупреждения не са изчерпателни и не трябва да се приемат като заместител на извършването на пълна оценка на риска преди инсталирането на продукта. [350,644,673,750]
language-code: ES [12,454,20,461]
language-code: EE [350,758,358,765]
language-section [688,294,1012,386]
